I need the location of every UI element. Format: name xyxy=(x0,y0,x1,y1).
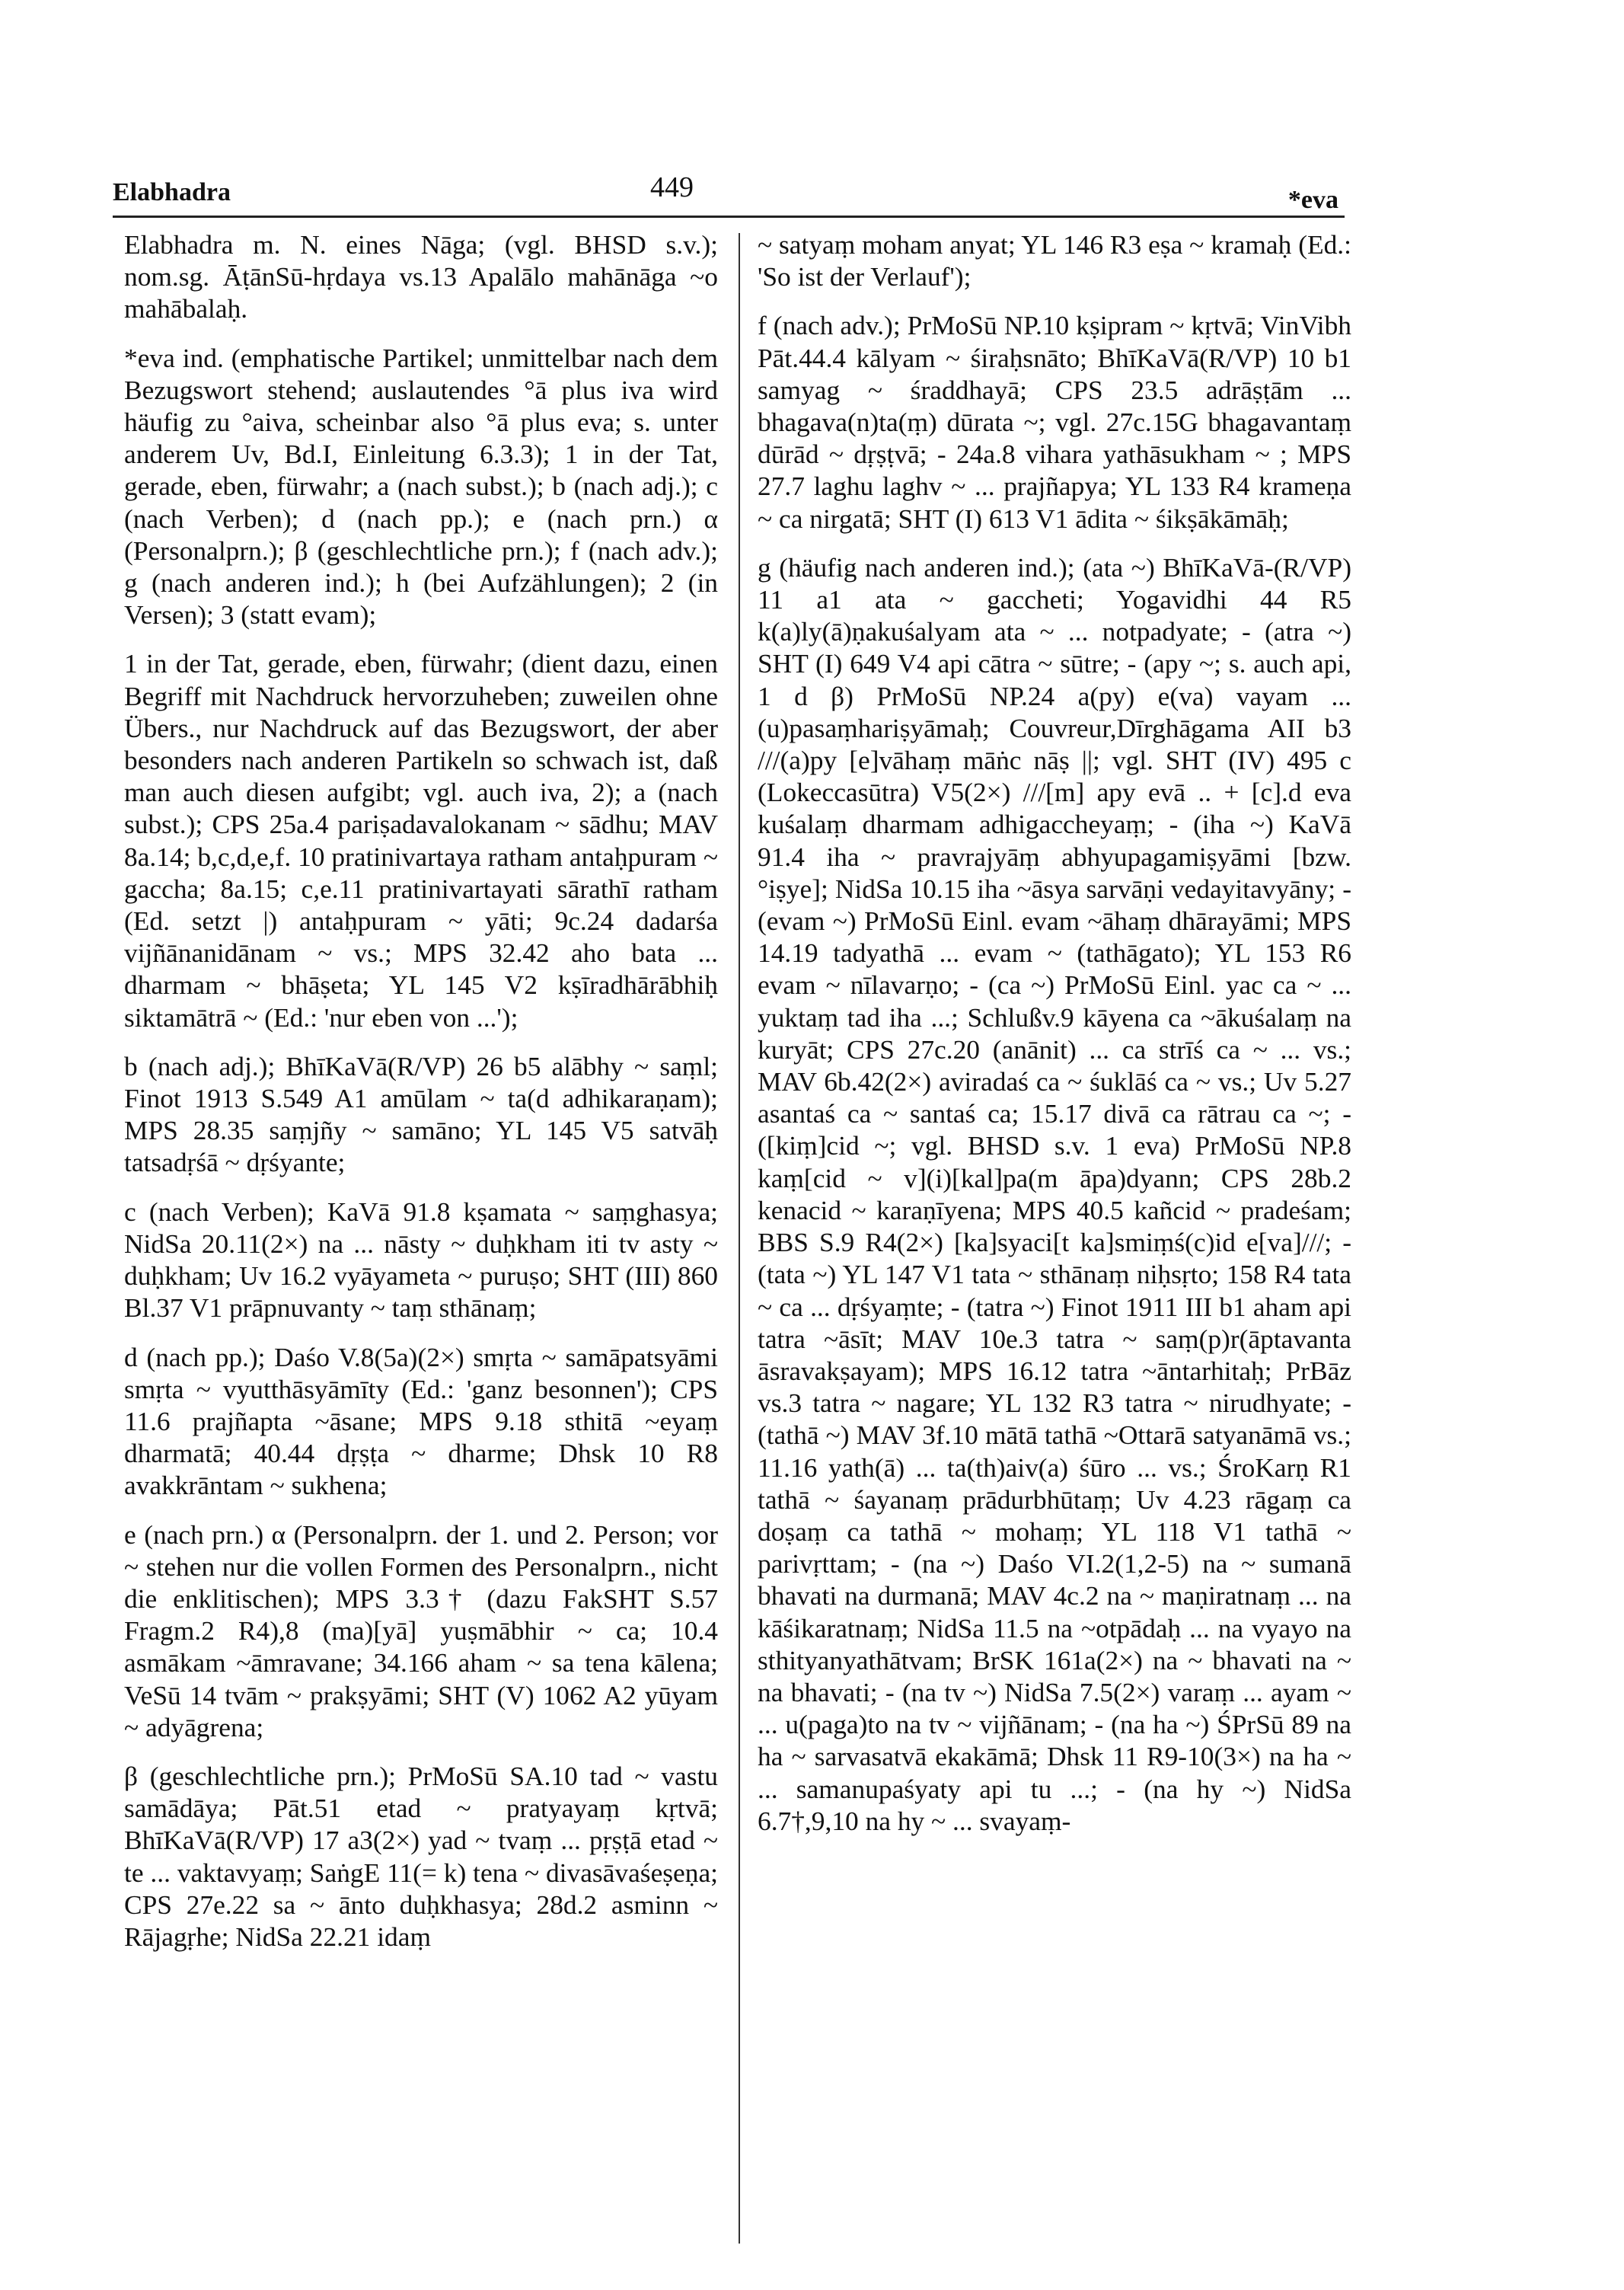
entry-elabhadra: Elabhadra m. N. eines Nāga; (vgl. BHSD s.v.); nom.sg. ĀṭānSū-hṛdaya vs.13 Apalālo mahānāga ~o mahābalaḥ. xyxy=(124,229,718,324)
section-1g-nach-anderen-ind: g (häufig nach anderen ind.); (ata ~) BhīKaVā-(R/VP) 11 a1 ata ~ gaccheti; Yogavidhi 44 R5 k(a)ly(ā)ṇakuśalyam ata ~ ... notpadyate; - (atra ~) SHT (I) 649 V4 api cātra ~ sūtre; - (apy ~; s. auch api, 1 d β) PrMoSū NP.24 a(py) e(va) vayam ... (u)pasaṃhariṣyāmaḥ; Couvreur,Dīrghāgama AII b3 ///(a)py [e]vāhaṃ māṅc nāṣ ||; vgl. SHT (IV) 495 c (Lokeccasūtra) V5(2×) ///[m] apy evā .. + [c].d eva kuśalaṃ dharmam adhigaccheyaṃ; - (iha ~) KaVā 91.4 iha ~ pravrajyāṃ abhyupagamiṣyāmi [bzw. °iṣye]; NidSa 10.15 iha ~āsya sarvāṇi vedayitavyāny; - (evam ~) PrMoSū Einl. evam ~āhaṃ dhārayāmi; MPS 14.19 tadyathā ... evam ~ (tathāgato); YL 153 R6 evam ~ nīlavarṇo; - (ca ~) PrMoSū Einl. yac ca ~ ... yuktaṃ tad iha ...; Schlußv.9 kāyena ca ~ākuśalaṃ na kuryāt; CPS 27c.20 (anānit) ... ca strīś ca ~ ... vs.; MAV 6b.42(2×) aviradaś ca ~ śuklāś ca ~ vs.; Uv 5.27 asantaś ca ~ santaś ca; 15.17 divā ca rātrau ca ~; - ([kiṃ]cid ~; vgl. BHSD s.v. 1 eva) PrMoSū NP.8 kaṃ[cid ~ v](i)[kal]pa(m āpa)dyann; CPS 28b.2 kenacid ~ karaṇīyena; MPS 40.5 kañcid ~ pradeśam; BBS S.9 R4(2×) [ka]syaci[t ka]smiṃś(c)id e[va]///; - (tata ~) YL 147 V1 tata ~ sthānaṃ niḥsṛto; 158 R4 tata ~ ca ... dṛśyaṃte; - (tatra ~) Finot 1911 III b1 aham api tatra ~āsīt; MAV 10e.3 tatra ~ saṃ(p)r(āptavanta āsravakṣayam); MPS 16.12 tatra ~āntarhitaḥ; PrBāz vs.3 tatra ~ nagare; YL 132 R3 tatra ~ nirudhyate; - (tathā ~) MAV 3f.10 mātā tathā ~Ottarā satyanāmā vs.; 11.16 yath(ā) ... ta(th)aiv(a) śūro ... vs.; ŚroKarṇ R1 tathā ~ śayanaṃ prādurbhūtaṃ; Uv 4.23 rāgaṃ ca doṣaṃ ca tathā ~ mohaṃ; YL 118 V1 tathā ~ parivṛttam; - (na ~) Daśo VI.2(1,2-5) na ~ sumanā bhavati na durmanā; MAV 4c.2 na ~ maṇiratnaṃ ... na kāśikaratnaṃ; NidSa 11.5 na ~otpādaḥ ... na vyayo na sthityanyathātvam; BrSK 161a(2×) na ~ bhavati na ~ na bhavati; - (na tv ~) NidSa 7.5(2×) varaṃ ... ayam ~ ... u(paga)to na tv ~ vijñānam; - (na ha ~) ŚPrSū 89 na ha ~ sarvasatvā ekakāmā; Dhsk 11 R9-10(3×) na ha ~ ... samanupaśyaty api tu ...; - (na hy ~) NidSa 6.7†,9,10 na hy ~ ... svayaṃ- xyxy=(758,551,1351,1836)
header-left-headword: Elabhadra xyxy=(113,178,231,206)
column-divider xyxy=(739,233,740,2244)
section-1e-beta-geschlechtliche-prn: β (geschlechtliche prn.); PrMoSū SA.10 tad ~ vastu samādāya; Pāt.51 etad ~ pratyayaṃ kṛtvā; BhīKaVā(R/VP) 17 a3(2×) yad ~ tvaṃ ... pṛṣṭā etad ~ te ... vaktavyaṃ; SaṅgE 11(= k) tena ~ divasāvaśeṣeṇa; CPS 27e.22 sa ~ ānto duḥkhasya; 28d.2 asminn ~ Rājagṛhe; NidSa 22.21 idaṃ xyxy=(124,1760,718,1952)
section-1a-nach-subst: 1 in der Tat, gerade, eben, fürwahr; (dient dazu, einen Begriff mit Nachdruck hervorzuheben; zuweilen ohne Übers., nur Nachdruck auf das Bezugswort, der aber besonders nach anderen Partikeln so schwach ist, daß man auch diesen aufgibt; vgl. auch iva, 2); a (nach subst.); CPS 25a.4 pariṣadavalokanam ~ sādhu; MAV 8a.14; b,c,d,e,f. 10 pratinivartaya ratham antaḥpuram ~ gaccha; 8a.15; c,e.11 pratinivartayati sārathī ratham (Ed. setzt |) antaḥpuram ~ yāti; 9c.24 dadarśa vijñānanidānam ~ vs.; MPS 32.42 aho bata ... dharmam ~ bhāṣeta; YL 145 V2 kṣīradhārābhiḥ siktamātrā ~ (Ed.: 'nur eben von ...'); xyxy=(124,648,718,1033)
section-1e-alpha-personalprn: e (nach prn.) α (Personalprn. der 1. und 2. Person; vor ~ stehen nur die vollen Formen des Personalprn., nicht die enklitischen); MPS 3.3† (dazu FakSHT S.57 Fragm.2 R4),8 (ma)[yā] yuṣmābhir ~ ca; 10.4 asmākam ~āmravane; 34.166 aham ~ sa tena kālena; VeSū 14 tvām ~ prakṣyāmi; SHT (V) 1062 A2 yūyam ~ adyāgrena; xyxy=(124,1519,718,1742)
header-rule xyxy=(113,216,1345,218)
section-continuation: ~ satyaṃ moham anyat; YL 146 R3 eṣa ~ kramaḥ (Ed.: 'So ist der Verlauf'); xyxy=(758,229,1351,292)
running-header xyxy=(113,163,1338,214)
section-1b-nach-adj: b (nach adj.); BhīKaVā(R/VP) 26 b5 alābhy ~ saṃl; Finot 1913 S.549 A1 amūlam ~ ta(d adhikaraṇam); MPS 28.35 saṃjñy ~ samāno; YL 145 V5 satvāḥ tatsadṛśā ~ dṛśyante; xyxy=(124,1050,718,1178)
page-number: 449 xyxy=(650,171,694,203)
section-1c-nach-verben: c (nach Verben); KaVā 91.8 kṣamata ~ saṃghasya; NidSa 20.11(2×) na ... nāsty ~ duḥkham iti tv asty ~ duḥkham; Uv 16.2 vyāyameta ~ puruṣo; SHT (III) 860 Bl.37 V1 prāpnuvanty ~ taṃ sthānaṃ; xyxy=(124,1196,718,1324)
section-1f-nach-adv: f (nach adv.); PrMoSū NP.10 kṣipram ~ kṛtvā; VinVibh Pāt.44.4 kālyam ~ śiraḥsnāto; BhīKaVā(R/VP) 10 b1 samyag ~ śraddhayā; CPS 23.5 adrāṣṭām ... bhagava(n)ta(ṃ) dūrata ~; vgl. 27c.15G bhagavantaṃ dūrād ~ dṛṣṭvā; - 24a.8 vihara yathāsukham ~ ; MPS 27.7 laghu laghv ~ ... prajñapya; YL 133 R4 krameṇa ~ ca nirgatā; SHT (I) 613 V1 ādita ~ śikṣākāmāḥ; xyxy=(758,310,1351,534)
right-column xyxy=(758,228,1351,2239)
entry-eva-intro: *eva ind. (emphatische Partikel; unmittelbar nach dem Bezugswort stehend; auslautendes °ā plus iva wird häufig zu °aiva, scheinbar also °ā plus eva; s. unter anderem Uv, Bd.I, Einleitung 6.3.3); 1 in der Tat, gerade, eben, fürwahr; a (nach subst.); b (nach adj.); c (nach Verben); d (nach pp.); e (nach prn.) α (Personalprn.); β (geschlechtliche prn.); f (nach adv.); g (nach anderen ind.); h (bei Aufzählungen); 2 (in Versen); 3 (statt evam); xyxy=(124,342,718,631)
section-1d-nach-pp: d (nach pp.); Daśo V.8(5a)(2×) smṛta ~ samāpatsyāmi smṛta ~ vyutthāsyāmīty (Ed.: 'ganz besonnen'); CPS 11.6 prajñapta ~āsane; MPS 9.18 sthitā ~eyaṃ dharmatā; 40.44 dṛṣṭa ~ dharme; Dhsk 10 R8 avakkrāntam ~ sukhena; xyxy=(124,1341,718,1501)
left-column xyxy=(124,228,718,2239)
header-right-headword: *eva xyxy=(1287,186,1338,214)
